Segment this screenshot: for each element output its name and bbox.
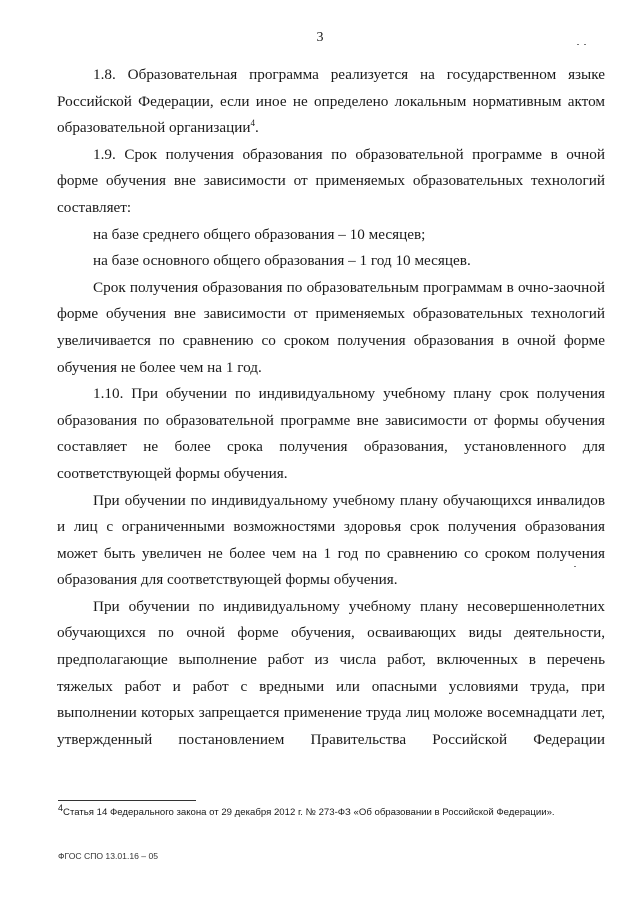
paragraph-1-8 [57, 62, 605, 142]
footnote-text: Статья 14 Федерального закона от 29 декабря 2012 г. № 273-ФЗ «Об образовании в Российской Федерации». [63, 807, 555, 818]
paragraph-tail: . [255, 119, 259, 137]
body-text [57, 62, 605, 753]
paragraph-disabled-students: При обучении по индивидуальному учебному плану обучающихся инвалидов и лиц с ограниченными возможностями здоровья срок получения образования может быть увеличен не более чем на 1 год по сравнению со сроком получения образования для соответствующей формы обучения. [57, 491, 605, 589]
paragraph-1-10: 1.10. При обучении по индивидуальному учебному плану срок получения образования по образовательной программе вне зависимости от формы обучения составляет не более срока получения образования, установленного для соответствующей формы обучения. [57, 385, 605, 482]
footnote [58, 802, 618, 819]
list-item-secondary-general: на базе среднего общего образования – 10 месяцев; [93, 225, 426, 243]
footnote-reference[interactable]: 4 [250, 118, 256, 129]
list-item-basic-general: на базе основного общего образования – 1 год 10 месяцев. [93, 252, 471, 270]
paragraph-minor-students: При обучении по индивидуальному учебному плану несовершеннолетних обучающихся по очной форме обучения, осваивающих виды деятельности, предполагающие выполнение работ из числа работ, включенных в перечень тяжелых работ и работ с вредными или опасными условиями труда, при выполнении которых запрещается применение труда лиц моложе восемнадцати лет, утвержденный постановлением Правительства Российской Федерации [57, 597, 605, 748]
footnote-divider [58, 800, 196, 801]
page-number: 3 [316, 30, 324, 45]
paragraph-part-time-duration: Срок получения образования по образовательным программам в очно-заочной форме обучения вне зависимости от применяемых образовательных технологий увеличивается по сравнению со сроком получения образования в очной форме обучения не более чем на 1 год. [57, 278, 605, 376]
scan-speck [577, 44, 579, 45]
paragraph-1-9: 1.9. Срок получения образования по образовательной программе в очной форме обучения вне зависимости от применяемых образовательных технологий составляет: [57, 145, 605, 216]
document-code: ФГОС СПО 13.01.16 – 05 [58, 851, 159, 861]
paragraph-text: 1.8. Образовательная программа реализуется на государственном языке Российской Федерации, если иное не определено локальным нормативным актом образовательной организации [57, 66, 605, 137]
scan-speck [584, 44, 586, 45]
footnote-marker: 4 [58, 802, 64, 813]
